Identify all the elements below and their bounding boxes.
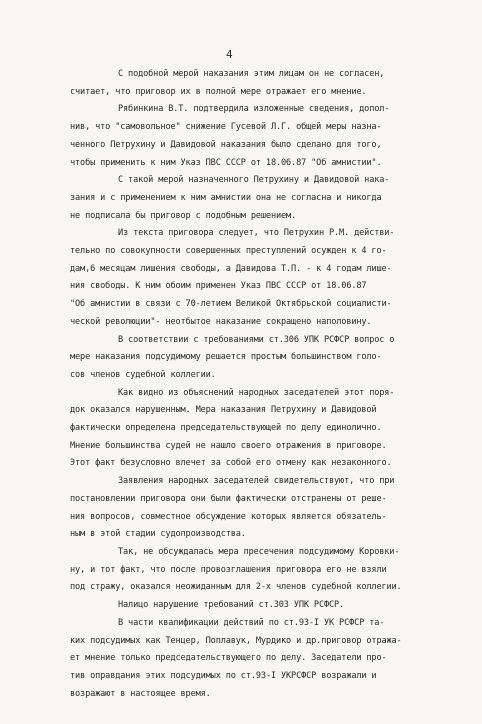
text-line: Так, не обсуждалась мера пресечения подсудимому Коровки- xyxy=(118,546,400,557)
text-line: возражают в настоящее время. xyxy=(70,688,211,699)
text-line: ких подсудимых как Тенцер, Поплавук, Мурдико и др.приговор отража- xyxy=(70,635,402,646)
text-line: тельно по совокупности совершенных преступлений осужден к 4 го- xyxy=(70,246,387,257)
text-line: ет мнение только председательствующего по делу. Заседатели про- xyxy=(70,653,387,664)
text-line: тив оправдания этих подсудимых по ст.93-I УКРСФСР возражали и xyxy=(70,670,377,681)
text-line: Как видно из объяснений народных заседателей этот поря- xyxy=(118,387,395,398)
text-line: В части квалификации действий по ст.93-I УК РСФСР та- xyxy=(118,617,385,628)
text-line: сов членов судебной коллегии. xyxy=(70,369,216,380)
text-line: ным в этой стадии судопроизводства. xyxy=(70,529,246,540)
text-line: док оказался нарушенным. Мера наказания Петрухину и Давидовой xyxy=(70,405,377,416)
text-line: мере наказания подсудимому решается простым большинством голо- xyxy=(70,352,382,363)
text-line: Налицо нарушение требований ст.303 УПК РСФСР. xyxy=(118,600,345,611)
text-line: ния вопросов, совместное обсуждение которых является обязатель- xyxy=(70,511,387,522)
text-line: С подобной мерой наказания этим лицам он не согласен, xyxy=(118,69,385,79)
document-body xyxy=(70,66,474,703)
text-line: постановлении приговора они были фактически отстранены от реше- xyxy=(70,493,387,504)
page-number: 4 xyxy=(226,48,233,61)
text-line: ченного Петрухину и Давидовой наказания было сделано для того, xyxy=(70,139,382,150)
text-line: Мнение большинства судей не нашло своего отражения в приговоре. xyxy=(70,440,387,451)
text-line: С такой мерой назначенного Петрухину и Давидовой нака- xyxy=(118,175,390,186)
text-line: Рябинкина В.Т. подтвердила изложенные сведения, допол- xyxy=(118,104,390,115)
text-line: Из текста приговора следует, что Петрухин Р.М. действи- xyxy=(118,228,395,239)
text-line: Этот факт безусловно влечет за собой его отмену как незаконного. xyxy=(70,458,392,469)
text-line: под стражу, оказался неожиданным для 2-х членов судебной коллегии. xyxy=(70,582,402,593)
text-line: нив, что "самовольное" снижение Гусевой Л.Г. общей меры назна- xyxy=(70,122,382,133)
text-line: считает, что приговор их в полной мере отражает его мнение. xyxy=(70,86,367,97)
text-line: чтобы применить к ним Указ ПВС СССР от 18.06.87 "Об амнистии". xyxy=(70,157,382,168)
text-line: не подписала бы приговор с подобным решением. xyxy=(70,210,297,221)
text-line: дам,6 месяцам лишения свободы, а Давидова Т.П. - к 4 годам лише- xyxy=(70,263,392,274)
text-line: Заявления народных заседателей свидетельствуют, что при xyxy=(118,476,395,487)
text-line: зания и с применением к ним амнистии она не согласна и никогда xyxy=(70,192,382,203)
text-line: ну, и тот факт, что после провозглашения приговора его не взяли xyxy=(70,564,387,575)
text-line: ческой революции"- неотбытое наказание сокращено наполовину. xyxy=(70,316,372,327)
text-line: "Об амнистии в связи с 70-летием Великой Октябрьской социалисти- xyxy=(70,299,392,310)
text-line: В соответствии с требованиями ст.306 УПК РСФСР вопрос о xyxy=(118,334,395,345)
text-line: фактически определена председательствующей по делу единолично. xyxy=(70,423,382,434)
text-line: ния свободы. К ним обоим применен Указ ПВС СССР от 18.06.87 xyxy=(70,281,367,292)
